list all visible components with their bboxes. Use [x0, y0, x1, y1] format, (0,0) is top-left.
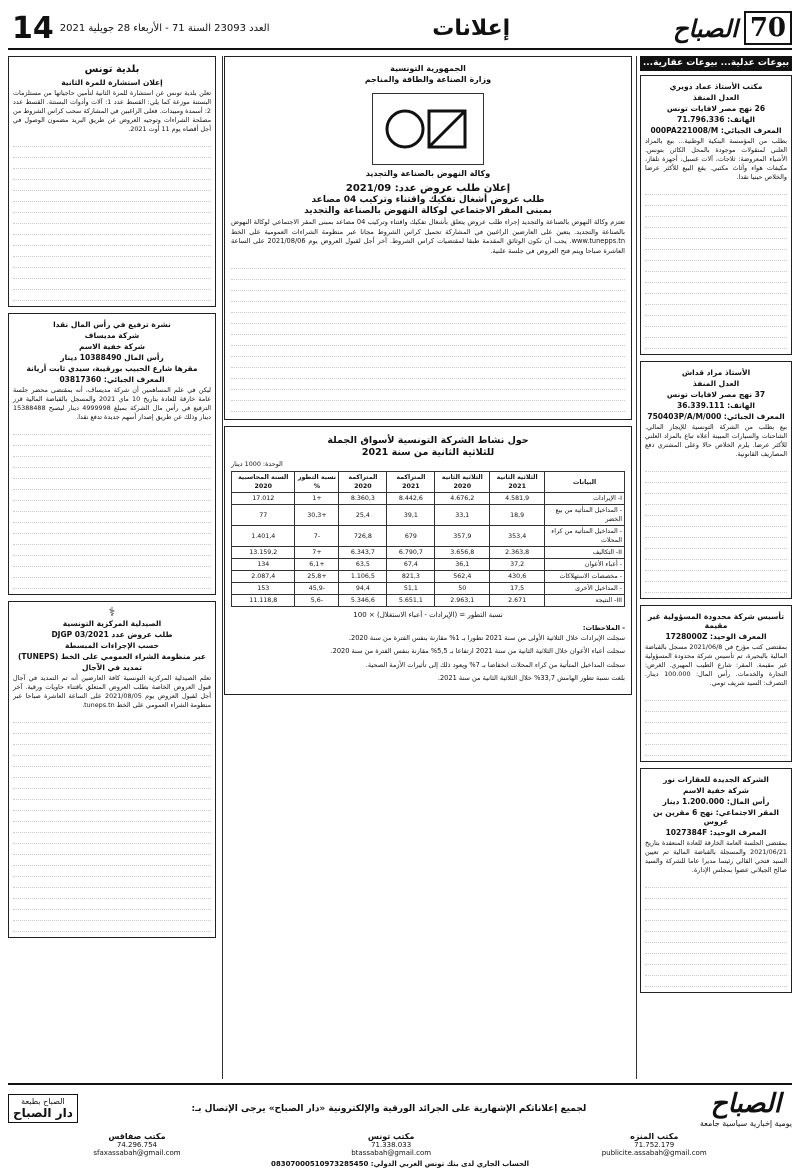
notice-body: بمقتضى كتب مؤرخ في 2021/06/8 مسجل بالقباضة المالية بالبحيرة، تم تأسيس شركة محدودة المسؤولية غير مقيمة. المقر: شارع الطيب المهيري. الغرض: التجارة والخدمات. رأس المال: 100.000 دينار. التصرف: السيد شريف تومي. [645, 643, 787, 687]
tender-body: تعتزم وكالة النهوض بالصناعة والتجديد إجراء طلب عروض يتعلق بأشغال تفكيك واقتناء وتركيب 04 مصاعد بمبنى المقر الاجتماعي لوكالة النهوض بالصناعة والتجديد. يتعين على العارضين الراغبين في المشاركة تحميل كراس الشروط مجانا عبر منظومة الشراءات العمومية على الخط www.tunepps.tn. يجب أن تكون الوثائق المقدمة طبقا لمقتضيات كراس الشروط. آخر أجل لقبول العروض يوم 2021/08/06 على الساعة العاشرة صباحا ويتم فتح العروض في جلسة علنية. [231, 218, 625, 255]
notice-line: الهاتف: 36.339.111 [677, 401, 755, 410]
notice-title: مكتب الأستاذ عماد دويري [669, 82, 763, 91]
press-badge [8, 1094, 78, 1123]
report-table [231, 471, 625, 607]
notice-body: بطلب من المؤسسة البنكية الوطنية... بيع بالمزاد العلني لمنقولات موجودة بالمحل الكائن بتونس. الأشياء المعروضة: ثلاجات، آلات غسيل، أجهزة تلفاز، مكيفات هواء وأثاث مكتبي. يقع البيع للأكثر عرضا والخلاص حينيا نقدا. [645, 137, 787, 181]
table-cell: +30,3 [295, 505, 339, 526]
office-item [602, 1132, 707, 1157]
footer-slogan: يومية إخبارية سياسية جامعة [699, 1119, 792, 1128]
table-row [232, 559, 625, 571]
table-cell: - مخصصات الاستهلاكات [545, 571, 625, 583]
ministry-line: الجمهورية التونسية [390, 64, 466, 73]
notice-body: تعلم الصيدلية المركزية التونسية كافة العارضين أنه تم التمديد في آجال قبول العروض الخاصة بطلب العروض المتعلق باقتناء حاويات ورقية. آخر أجل لقبول العروض يوم 2021/08/05 على الساعة العاشرة صباحا عبر منظومة الشراء العمومي على الخط tuneps.tn. [13, 674, 211, 709]
page-header [8, 8, 792, 50]
wholesale-report [224, 426, 632, 695]
middle-column [224, 56, 632, 1079]
table-cell: 726,8 [339, 526, 387, 547]
table-cell: 39,1 [387, 505, 435, 526]
notes-title: - الملاحظات: [582, 624, 625, 632]
table-row [232, 583, 625, 595]
table-cell: 562,4 [435, 571, 490, 583]
table-row [232, 526, 625, 547]
table-cell: 6.790,7 [387, 547, 435, 559]
table-cell: 2.671 [490, 595, 545, 607]
table-cell: 33,1 [435, 505, 490, 526]
table-cell: 5.651,1 [387, 595, 435, 607]
page-footer [8, 1083, 792, 1167]
notice-line: المعرف الوحيد: 1027384F [665, 828, 767, 837]
table-cell: +7 [295, 547, 339, 559]
table-cell: 2.963,1 [435, 595, 490, 607]
table-cell: I- الإيرادات [545, 493, 625, 505]
table-cell: 4.676,2 [435, 493, 490, 505]
agency-name: وكالة النهوض بالصناعة والتجديد [365, 169, 491, 178]
notice-subtitle: إعلان استشارة للمرة الثانية [61, 78, 163, 87]
table-header-row [232, 472, 625, 493]
office-email[interactable]: sfaxassabah@gmail.com [93, 1149, 181, 1157]
table-cell: 67,4 [387, 559, 435, 571]
notice-body: ليكن في علم المساهمين أن شركة مديساف، أنه بمقتضى محضر جلسة عامة خارقة للعادة بتاريخ 10 ماي 2021 والمسجل بالقباضة المالية قرر الترفيع في رأس مال الشركة بمبلغ 4999998 دينار ليصبح 15388488 دينار وذلك عن طريق إصدار أسهم جديدة تدفع نقدا. [13, 386, 212, 421]
notice-line: المعرف الجبائي: 750403P/A/M/000 [647, 412, 785, 421]
table-cell: 8.360,3 [339, 493, 387, 505]
table-cell: -45,9 [295, 583, 339, 595]
table-cell: 430,6 [490, 571, 545, 583]
notice-line: الهاتف: 71.796.336 [677, 115, 755, 124]
table-cell: 3.656,8 [435, 547, 490, 559]
footer-banner: لجميع إعلاناتكم الإشهارية على الجرائد الورقية والإلكترونية «دار الصباح» يرجى الإتصال بـ: [191, 1103, 587, 1114]
column-header: نسبة التطور % [295, 472, 339, 493]
section-title: إعلانات [432, 15, 511, 41]
notice-body: تعلن بلدية تونس عن استشارة للمرة الثانية لتأمين حاجياتها من مستلزمات البستنة موزعة كما يلي: القسط عدد 1: آلات وأدوات البستنة. القسط عدد 2: أسمدة ومبيدات. فعلى الراغبين في المشاركة سحب كراس الشروط من مصلحة الشراءات وتوجيه العروض عن طريق البريد مضمون الوصول في أجل أقصاه يوم 11 أوت 2021. [13, 89, 212, 133]
notice-line: المعرف الجبائي: 03817360 [59, 375, 165, 384]
issue-info: العدد 23093 السنة 71 - الأربعاء 28 جويلية 2021 [59, 22, 270, 34]
notice-body: بيع بطلب من الشركة التونسية للإيجار المالي. الشاحنات والسيارات المبينة أعلاه تباع بالمزاد العلني للأكثر عرضا. يلزم الخلاص حالا وعلى المشتري دفع المصاريف القانونية. [645, 423, 787, 458]
table-cell: 134 [232, 559, 295, 571]
right-column [640, 56, 792, 1079]
table-cell: 679 [387, 526, 435, 547]
notice-company-formation [640, 605, 792, 762]
offices-list [8, 1132, 792, 1157]
notice-line: شركة خفية الاسم [79, 342, 145, 351]
notice-municipality [8, 56, 216, 307]
column-header: الثلاثية الثانية 2020 [435, 472, 490, 493]
notice-line: 26 نهج مصر لافايات تونس [666, 104, 766, 113]
office-title: مكتب المنزه [630, 1132, 679, 1141]
office-item [93, 1132, 180, 1157]
table-cell: +1 [295, 493, 339, 505]
notice-body: بمقتضى الجلسة العامة الخارقة للعادة المنعقدة بتاريخ 2021/06/21 والمسجلة بالقباضة المالية تم تعيين السيد فتحي القالي رئيسا مديرا عاما للشركة والسيد صالح الجيلاني عضوا بمجلس الإدارة. [645, 839, 787, 874]
office-phone: 74.296.754 [116, 1141, 157, 1149]
column-header: المتراكمة 2021 [387, 472, 435, 493]
table-cell: - المداخيل المتأتية من كراء المحلات [545, 526, 625, 547]
report-note: سجلت أعباء الأعوان خلال الثلاثية الثانية من سنة 2021 ارتفاعا بـ 5,5% مقارنة بنفس الفترة من سنة 2020. [330, 647, 625, 655]
column-divider [636, 56, 637, 1079]
table-cell: 2.087,4 [232, 571, 295, 583]
column-divider [222, 56, 223, 1079]
table-cell: - المداخيل الأخرى [545, 583, 625, 595]
notice-line: حسب الإجراءات المبسطة [65, 641, 159, 650]
notice-subtitle: طلب عروض عدد DJGP 03/2021 [51, 630, 173, 639]
table-row [232, 595, 625, 607]
column-header: الثلاثية الثانية 2021 [490, 472, 545, 493]
table-cell: 357,9 [435, 526, 490, 547]
report-heading: حول نشاط الشركة التونسية لأسواق الجملة [327, 435, 529, 446]
table-row [232, 505, 625, 526]
notice-subtitle: المعرف الوحيد: 1728000Z [665, 632, 767, 641]
notice-central-pharmacy [8, 601, 216, 938]
office-phone: 71.338.033 [371, 1141, 412, 1149]
notice-title: الأستاذ مراد قداش [681, 368, 751, 377]
notice-line: عبر منظومة الشراء العمومي على الخط (TUNEPS) [17, 652, 207, 661]
table-cell: 1.106,5 [339, 571, 387, 583]
press-name: دار الصباح [13, 1106, 73, 1120]
notice-line: المقر الاجتماعي: نهج 6 مقرين بن عروس [653, 808, 779, 826]
left-column [8, 56, 216, 1079]
ministry-line: وزارة الصناعة والطاقة والمناجم [364, 75, 492, 84]
report-formula: نسبة التطور = (الإيرادات - أعباء الاستغلال) × 100 [353, 611, 503, 619]
masthead-logo [673, 11, 792, 45]
page-number: 14 [12, 10, 54, 46]
notice-bailiff-1 [640, 75, 792, 355]
column-header: السنة المحاسبية 2020 [232, 472, 295, 493]
table-cell: 1.401,4 [232, 526, 295, 547]
table-cell: 11.118,8 [232, 595, 295, 607]
pharmacy-logo-icon: ⚕ [108, 605, 116, 619]
office-item [351, 1132, 431, 1157]
report-table-body [232, 493, 625, 607]
notice-subtitle: العدل المنفذ [692, 93, 740, 102]
report-unit: الوحدة: 1000 دينار [231, 460, 283, 468]
tender-title: إعلان طلب عروض عدد: 2021/09 [345, 183, 511, 194]
table-cell: 37,2 [490, 559, 545, 571]
notice-line: تمديد في الآجال [82, 663, 142, 672]
table-cell: 13.159,2 [232, 547, 295, 559]
table-cell: -5,6 [295, 595, 339, 607]
table-cell: 5.346,6 [339, 595, 387, 607]
table-cell: 25,4 [339, 505, 387, 526]
notice-real-estate-company [640, 768, 792, 993]
notice-title: الصيدلية المركزية التونسية [62, 619, 162, 628]
table-cell: 18,9 [490, 505, 545, 526]
office-email[interactable]: btassabah@gmail.com [351, 1149, 432, 1157]
footer-logo: الصباح [710, 1089, 782, 1119]
report-note: سجلت الإيرادات خلال الثلاثية الأولى من سنة 2021 تطورا بـ 1% مقارنة بنفس الفترة من سنة 2020. [348, 633, 625, 642]
office-title: مكتب صفاقس [108, 1132, 166, 1141]
notice-subtitle: العدل المنفذ [692, 379, 740, 388]
report-subheading: للثلاثية الثانية من سنة 2021 [361, 447, 495, 458]
table-cell: -7 [295, 526, 339, 547]
tender-notice [224, 56, 632, 420]
notice-title: بلدية تونس [84, 64, 140, 75]
table-row [232, 493, 625, 505]
column-header: المتراكمة 2020 [339, 472, 387, 493]
office-email[interactable]: publicite.assabah@gmail.com [601, 1149, 707, 1157]
table-cell: +25,8 [295, 571, 339, 583]
table-cell: - المداخيل المتأتية من بيع الخضر [545, 505, 625, 526]
table-cell: 63,5 [339, 559, 387, 571]
notice-line: المعرف الجبائي: 000PA221008/M [650, 126, 782, 135]
press-label: الصباح بطبعة [21, 1097, 65, 1106]
table-cell: 17.012 [232, 493, 295, 505]
table-cell: 94,4 [339, 583, 387, 595]
notice-capital-increase [8, 313, 216, 595]
table-cell: - أعباء الأعوان [545, 559, 625, 571]
notice-line: رأس المال: 1.200.000 دينار [662, 797, 770, 806]
newspaper-logo: الصباح [672, 13, 738, 43]
table-row [232, 571, 625, 583]
notice-subtitle: شركة خفية الاسم [683, 786, 749, 795]
table-cell: III- النتيجة [545, 595, 625, 607]
bank-account: الحساب الجاري لدى بنك تونس العربي الدولي: 08307000510973285450 [270, 1160, 530, 1168]
office-title: مكتب تونس [367, 1132, 415, 1141]
table-row [232, 547, 625, 559]
table-cell: 36,1 [435, 559, 490, 571]
table-cell: 8.442,6 [387, 493, 435, 505]
notice-bailiff-2 [640, 361, 792, 599]
notice-line: مقرها شارع الحبيب بورقيبة، سيدي ثابت أريانة [26, 364, 198, 373]
office-phone: 71.752.179 [634, 1141, 675, 1149]
notice-subtitle: شركة مديساف [84, 331, 140, 340]
table-cell: 4.581,9 [490, 493, 545, 505]
report-note: بلغت نسبة تطور الهامش 33,7% خلال الثلاثية الثانية من سنة 2021. [437, 674, 625, 682]
legal-sales-banner: بيوعات عدلية... بيوعات عقارية... [640, 56, 792, 71]
table-cell: 821,3 [387, 571, 435, 583]
notice-title: تأسيس شركة محدودة المسؤولية غير مقيمة [647, 612, 785, 630]
notice-title: الشركة الجديدة للعقارات نور [663, 775, 769, 784]
table-cell: 353,4 [490, 526, 545, 547]
table-cell: 153 [232, 583, 295, 595]
table-cell: +6,1 [295, 559, 339, 571]
table-cell: 2.363,8 [490, 547, 545, 559]
table-cell: 51,1 [387, 583, 435, 595]
anniversary-badge: 70 [744, 11, 792, 45]
notice-line: 37 نهج مصر لافايات تونس [666, 390, 766, 399]
report-note: سجلت المداخيل المتأتية من كراء المحلات انخفاضا بـ 7% ويعود ذلك إلى تأثيرات الأزمة الصحية. [365, 660, 625, 669]
table-cell: 77 [232, 505, 295, 526]
table-cell: 6.343,7 [339, 547, 387, 559]
agency-emblem-icon [372, 93, 484, 165]
notice-title: نشرة ترفيع في رأس المال نقدا [53, 320, 171, 329]
table-cell: 50 [435, 583, 490, 595]
tender-place: بمبنى المقر الاجتماعي لوكالة النهوض بالصناعة والتجديد [304, 206, 552, 216]
column-header: البيانات [545, 472, 625, 493]
table-cell: 17,5 [490, 583, 545, 595]
table-cell: II- التكاليف [545, 547, 625, 559]
tender-subject: طلب عروض أشغال تفكيك واقتناء وتركيب 04 مصاعد [311, 195, 545, 205]
notice-line: رأس المال 10388490 دينار [60, 353, 164, 362]
